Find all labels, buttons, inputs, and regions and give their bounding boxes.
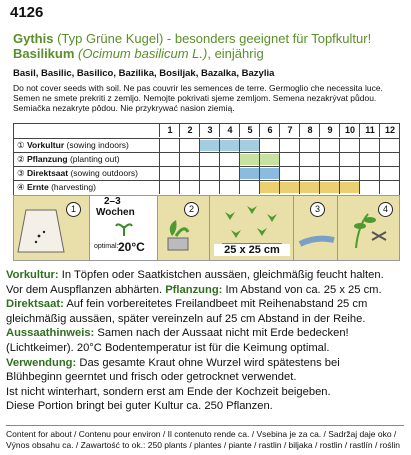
sowing-note-line: Do not cover seeds with soil. Ne pas couvrir les semences de terre. Germoglio che necessita luce. [13,83,383,93]
month-gridline [279,139,280,152]
month-gridline [239,167,240,180]
month-header: 7 [279,124,300,137]
month-gridline [159,181,160,194]
month-gridline [259,167,260,180]
footer-line: Výnos obsahu ca. / Zawartość to ok.: 250 plants / plantes / piante / rastlin / biljaka / rostlin / rastlín / roślin [6,440,401,450]
period-bar [259,182,359,193]
pictogram-sowing [13,195,91,261]
month-header: 8 [299,124,320,137]
language-names: Basil, Basilic, Basilico, Bazilika, Bosiljak, Bazalka, Bazylia [13,68,275,79]
month-gridline [259,139,260,152]
spacing-value: 25 x 25 cm [214,244,290,256]
month-header: 4 [219,124,240,137]
month-gridline [179,181,180,194]
month-gridline [179,153,180,166]
footer-line: Content for about / Contenu pour environ / Il contenuto rende ca. / Vsebina je za ca. / Sadržaj daje oko / [6,429,397,439]
month-gridline [319,139,320,152]
month-gridline [359,167,360,180]
month-header: 3 [199,124,220,137]
month-gridline [379,167,380,180]
month-gridline [159,167,160,180]
step-number: 4 [378,202,393,217]
month-gridline [279,153,280,166]
activity-label: ① Vorkultur (sowing indoors) [17,140,129,150]
step-number: 3 [310,202,325,217]
month-gridline [219,181,220,194]
month-gridline [279,181,280,194]
month-gridline [379,153,380,166]
pictogram-potting [157,195,211,261]
month-gridline [279,167,280,180]
month-gridline [299,153,300,166]
step-number: 2 [184,202,199,217]
month-gridline [319,167,320,180]
month-header: 11 [359,124,380,137]
variety-title: Gythis (Typ Grüne Kugel) - besonders geeignet für Topfkultur! [13,31,372,46]
month-gridline [339,167,340,180]
weeks-value: 2–3 [104,196,121,207]
sowing-note-line: Semen ne smete prekriti z zemljo. Nemojte pokrivati sjeme zemljom. Semena nezakrývat půdou. [13,93,377,103]
calendar-row [14,180,399,194]
cultivation-instructions: Vorkultur: In Töpfen oder Saatkistchen aussäen, gleichmäßig feucht halten. Vor dem Auspflanzen abhärten. Pflanzung: Im Abstand von ca. 25 x 25 cm. Direktsaat: Auf fein vorbereitetes Freilandbeet mit Reihenabstand 25 cm gleichmäßig aussäen, später vereinzeln auf 25 cm Abstand in der Reihe. Aussaathinweis: Samen nach der Aussaat nicht mit Erde bedecken! (Lichtkeimer). 20°C Bodentemperatur ist für die Keimung optimal. Verwendung: Das gesamte Kraut ohne Wurzel wird spätestens bei Blühbeginn geerntet und frisch oder getrocknet verwendet. Ist nicht winterhart, sondern erst am Ende der Kochzeit beigeben. Diese Portion bringt bei guter Kultur ca. 250 Pflanzen. [6,269,384,413]
activity-label: ③ Direktsaat (sowing outdoors) [17,168,139,178]
month-gridline [199,167,200,180]
pictogram-direct-sowing [293,195,339,261]
optimal-temperature: 20°C [118,240,145,254]
article-number: 4126 [10,4,44,21]
month-gridline [159,153,160,166]
calendar-row [14,152,399,166]
period-bar [199,140,259,151]
month-gridline [199,181,200,194]
pictogram-planting-distance [209,195,295,261]
month-header: 2 [179,124,200,137]
month-gridline [339,181,340,194]
month-gridline [359,153,360,166]
month-gridline [299,167,300,180]
weeks-label: Wochen [96,207,135,218]
month-gridline [299,181,300,194]
step-number: 1 [66,202,81,217]
month-gridline [179,167,180,180]
month-gridline [299,139,300,152]
calendar-row [14,138,399,152]
month-gridline [359,181,360,194]
month-gridline [239,139,240,152]
month-gridline [219,153,220,166]
month-gridline [359,139,360,152]
month-header: 12 [379,124,400,137]
month-gridline [239,153,240,166]
month-gridline [159,139,160,152]
calendar-row [14,166,399,180]
month-gridline [179,139,180,152]
sowing-note-line: Semiačka nezakryte pôdou. Nie przykrywać nasion ziemią. [13,103,235,113]
month-gridline [339,153,340,166]
month-header: 6 [259,124,280,137]
footer-divider [6,425,404,426]
month-header: 9 [319,124,340,137]
month-gridline [219,139,220,152]
month-header: 5 [239,124,260,137]
species-title: Basilikum (Ocimum basilicum L.), einjährig [13,46,264,61]
month-gridline [219,167,220,180]
month-gridline [319,153,320,166]
activity-label: ④ Ernte (harvesting) [17,182,96,192]
month-gridline [199,153,200,166]
month-gridline [339,139,340,152]
month-gridline [239,181,240,194]
pictogram-germination [89,195,159,261]
month-gridline [259,181,260,194]
month-gridline [379,181,380,194]
month-gridline [199,139,200,152]
month-header: 1 [159,124,180,137]
month-header: 10 [339,124,360,137]
month-gridline [379,139,380,152]
optimal-label: optimal: [94,243,119,250]
month-gridline [319,181,320,194]
pictogram-harvest [337,195,400,261]
month-gridline [259,153,260,166]
activity-label: ② Pflanzung (planting out) [17,154,120,164]
